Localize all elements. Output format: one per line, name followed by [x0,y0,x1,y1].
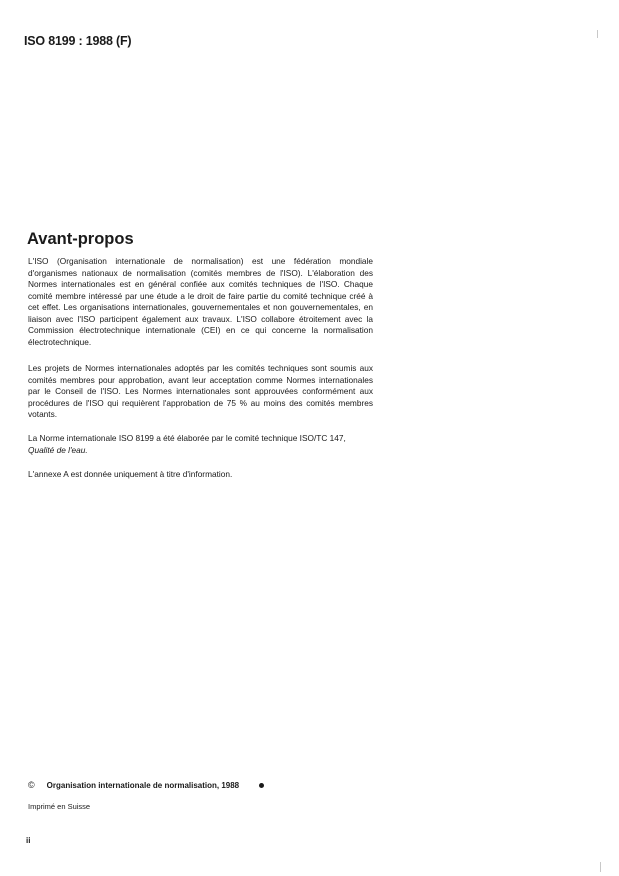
page-number: ii [26,836,31,845]
copyright-icon: © [28,780,35,790]
bullet-dot-icon [259,783,264,788]
foreword-paragraph-3 [28,433,373,456]
foreword-paragraph-2: Les projets de Normes internationales adoptés par les comités techniques sont soumis aux comités membres pour approbation, avant leur acceptation comme Normes internationales par le Conseil de l'ISO. Les Normes internationales sont approuvées conformément aux procédures de l'ISO qui requièrent l'approbation de 75 % au moins des comités membres votants. [28,363,373,419]
copyright-line [28,780,264,790]
foreword-paragraph-4: L'annexe A est donnée uniquement à titre d'information. [28,469,233,479]
section-title: Avant-propos [27,230,134,248]
committee-title: Qualité de l'eau. [28,444,88,455]
paragraph-3-text: La Norme internationale ISO 8199 a été élaborée par le comité technique ISO/TC 147, [28,433,346,443]
printed-in-note: Imprimé en Suisse [28,802,91,811]
copyright-text: Organisation internationale de normalisation, 1988 [46,780,240,790]
foreword-paragraph-1: L'ISO (Organisation internationale de normalisation) est une fédération mondiale d'organismes nationaux de normalisation (comités membres de l'ISO). L'élaboration des Normes internationales est en général confiée aux comités techniques de l'ISO. Chaque comité membre intéressé par une étude a le droit de faire partie du comité technique créé à cet effet. Les organisations internationales, gouvernementales et non gouvernementales, en liaison avec l'ISO participent également aux travaux. L'ISO collabore étroitement avec la Commission électrotechnique internationale (CEI) en ce qui concerne la normalisation électrotechnique. [28,256,373,347]
scan-mark-bottom [600,862,601,872]
document-reference: ISO 8199 : 1988 (F) [24,34,132,48]
scan-mark-top [597,30,598,38]
